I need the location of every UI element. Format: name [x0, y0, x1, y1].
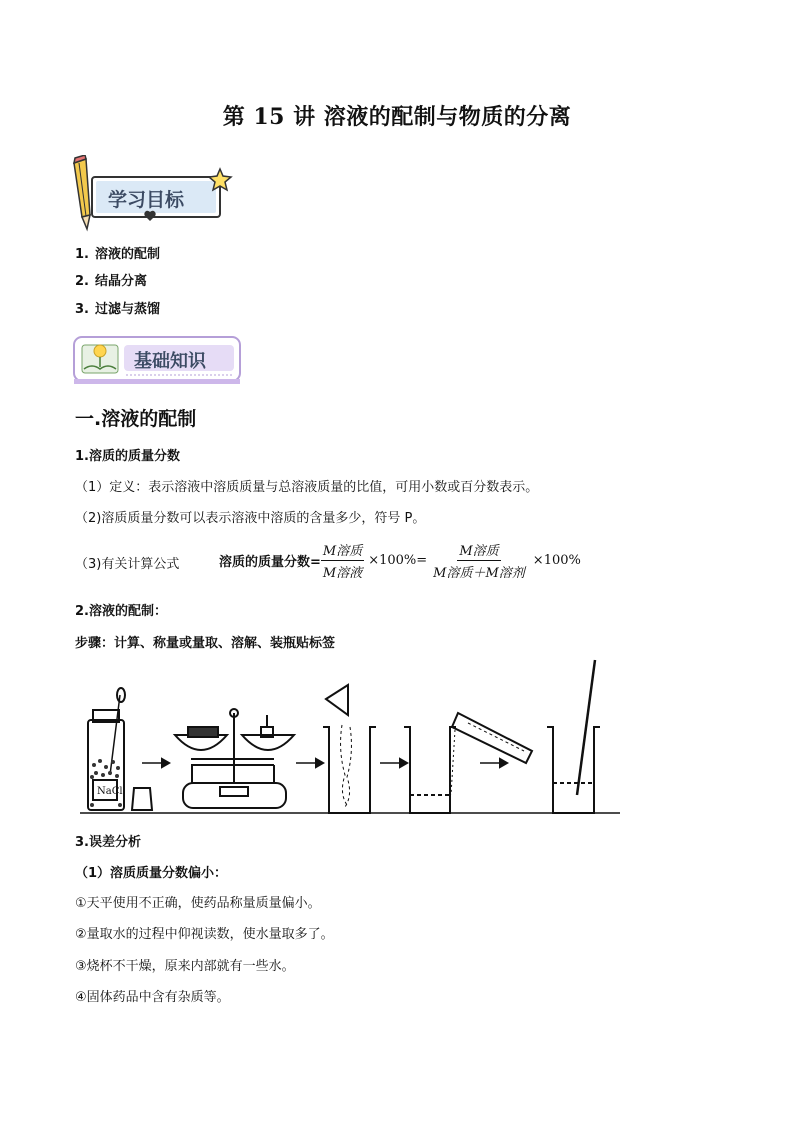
- arrow-icon: [142, 759, 169, 767]
- formula-label: 溶质的质量分数=: [219, 555, 321, 570]
- section-title: 一.溶液的配制: [75, 408, 197, 430]
- subsection-heading: 3.误差分析: [75, 835, 141, 850]
- arrow-icon: [296, 759, 323, 767]
- page-title: 第 15 讲 溶液的配制与物质的分离: [222, 104, 572, 130]
- mass-fraction-formula: [219, 540, 581, 581]
- basics-badge: [72, 335, 244, 387]
- formula-times: ×100%: [532, 553, 581, 568]
- error-item: ①天平使用不正确，使药品称量质量偏小。: [75, 896, 321, 911]
- error-item: ②量取水的过程中仰视读数，使水量取多了。: [75, 927, 334, 942]
- pencil-icon: [74, 155, 90, 229]
- balance-scale-icon: [175, 709, 294, 808]
- paragraph: （1）定义：表示溶液中溶质质量与总溶液质量的比值，可用小数或百分数表示。: [75, 480, 539, 495]
- beaker-dissolving-icon: [323, 685, 376, 813]
- bottle-label: NaCl: [97, 786, 123, 797]
- arrow-icon: [380, 759, 407, 767]
- formula-times: ×100%=: [368, 553, 428, 568]
- fraction: $\frac{\text{M溶质}}{\text{M溶质＋M溶剂}}$: [431, 540, 527, 581]
- goal-item: 3. 过滤与蒸馏: [75, 302, 161, 317]
- measuring-cylinder-icon: [451, 713, 532, 795]
- error-subheading: （1）溶质质量分数偏小：: [75, 866, 228, 881]
- formula-prefix: （3)有关计算公式: [75, 557, 180, 572]
- beaker-water-icon: [404, 727, 456, 813]
- goal-item: 2. 结晶分离: [75, 274, 148, 289]
- subsection-heading: 2.溶液的配制：: [75, 604, 167, 619]
- goals-badge: [66, 155, 236, 235]
- steps-text: 步骤：计算、称量或量取、溶解、装瓶贴标签: [75, 636, 336, 651]
- solution-preparation-diagram: [80, 655, 625, 820]
- basics-badge-label: 基础知识: [134, 351, 206, 372]
- error-item: ③烧杯不干燥，原来内部就有一些水。: [75, 959, 295, 974]
- heart-icon: [144, 211, 155, 221]
- error-item: ④固体药品中含有杂质等。: [75, 990, 230, 1005]
- goal-item: 1. 溶液的配制: [75, 247, 161, 262]
- beaker-stirring-icon: [547, 660, 600, 813]
- goals-badge-label: 学习目标: [108, 189, 185, 211]
- paragraph: （2)溶质质量分数可以表示溶液中溶质的含量多少，符号 P。: [75, 511, 426, 526]
- book-bulb-icon: [82, 345, 118, 373]
- arrow-icon: [480, 759, 507, 767]
- weighing-cup-icon: [132, 788, 152, 810]
- subsection-heading: 1.溶质的质量分数: [75, 449, 180, 464]
- fraction: $\frac{\text{M溶质}}{\text{M溶液}}$: [321, 540, 364, 581]
